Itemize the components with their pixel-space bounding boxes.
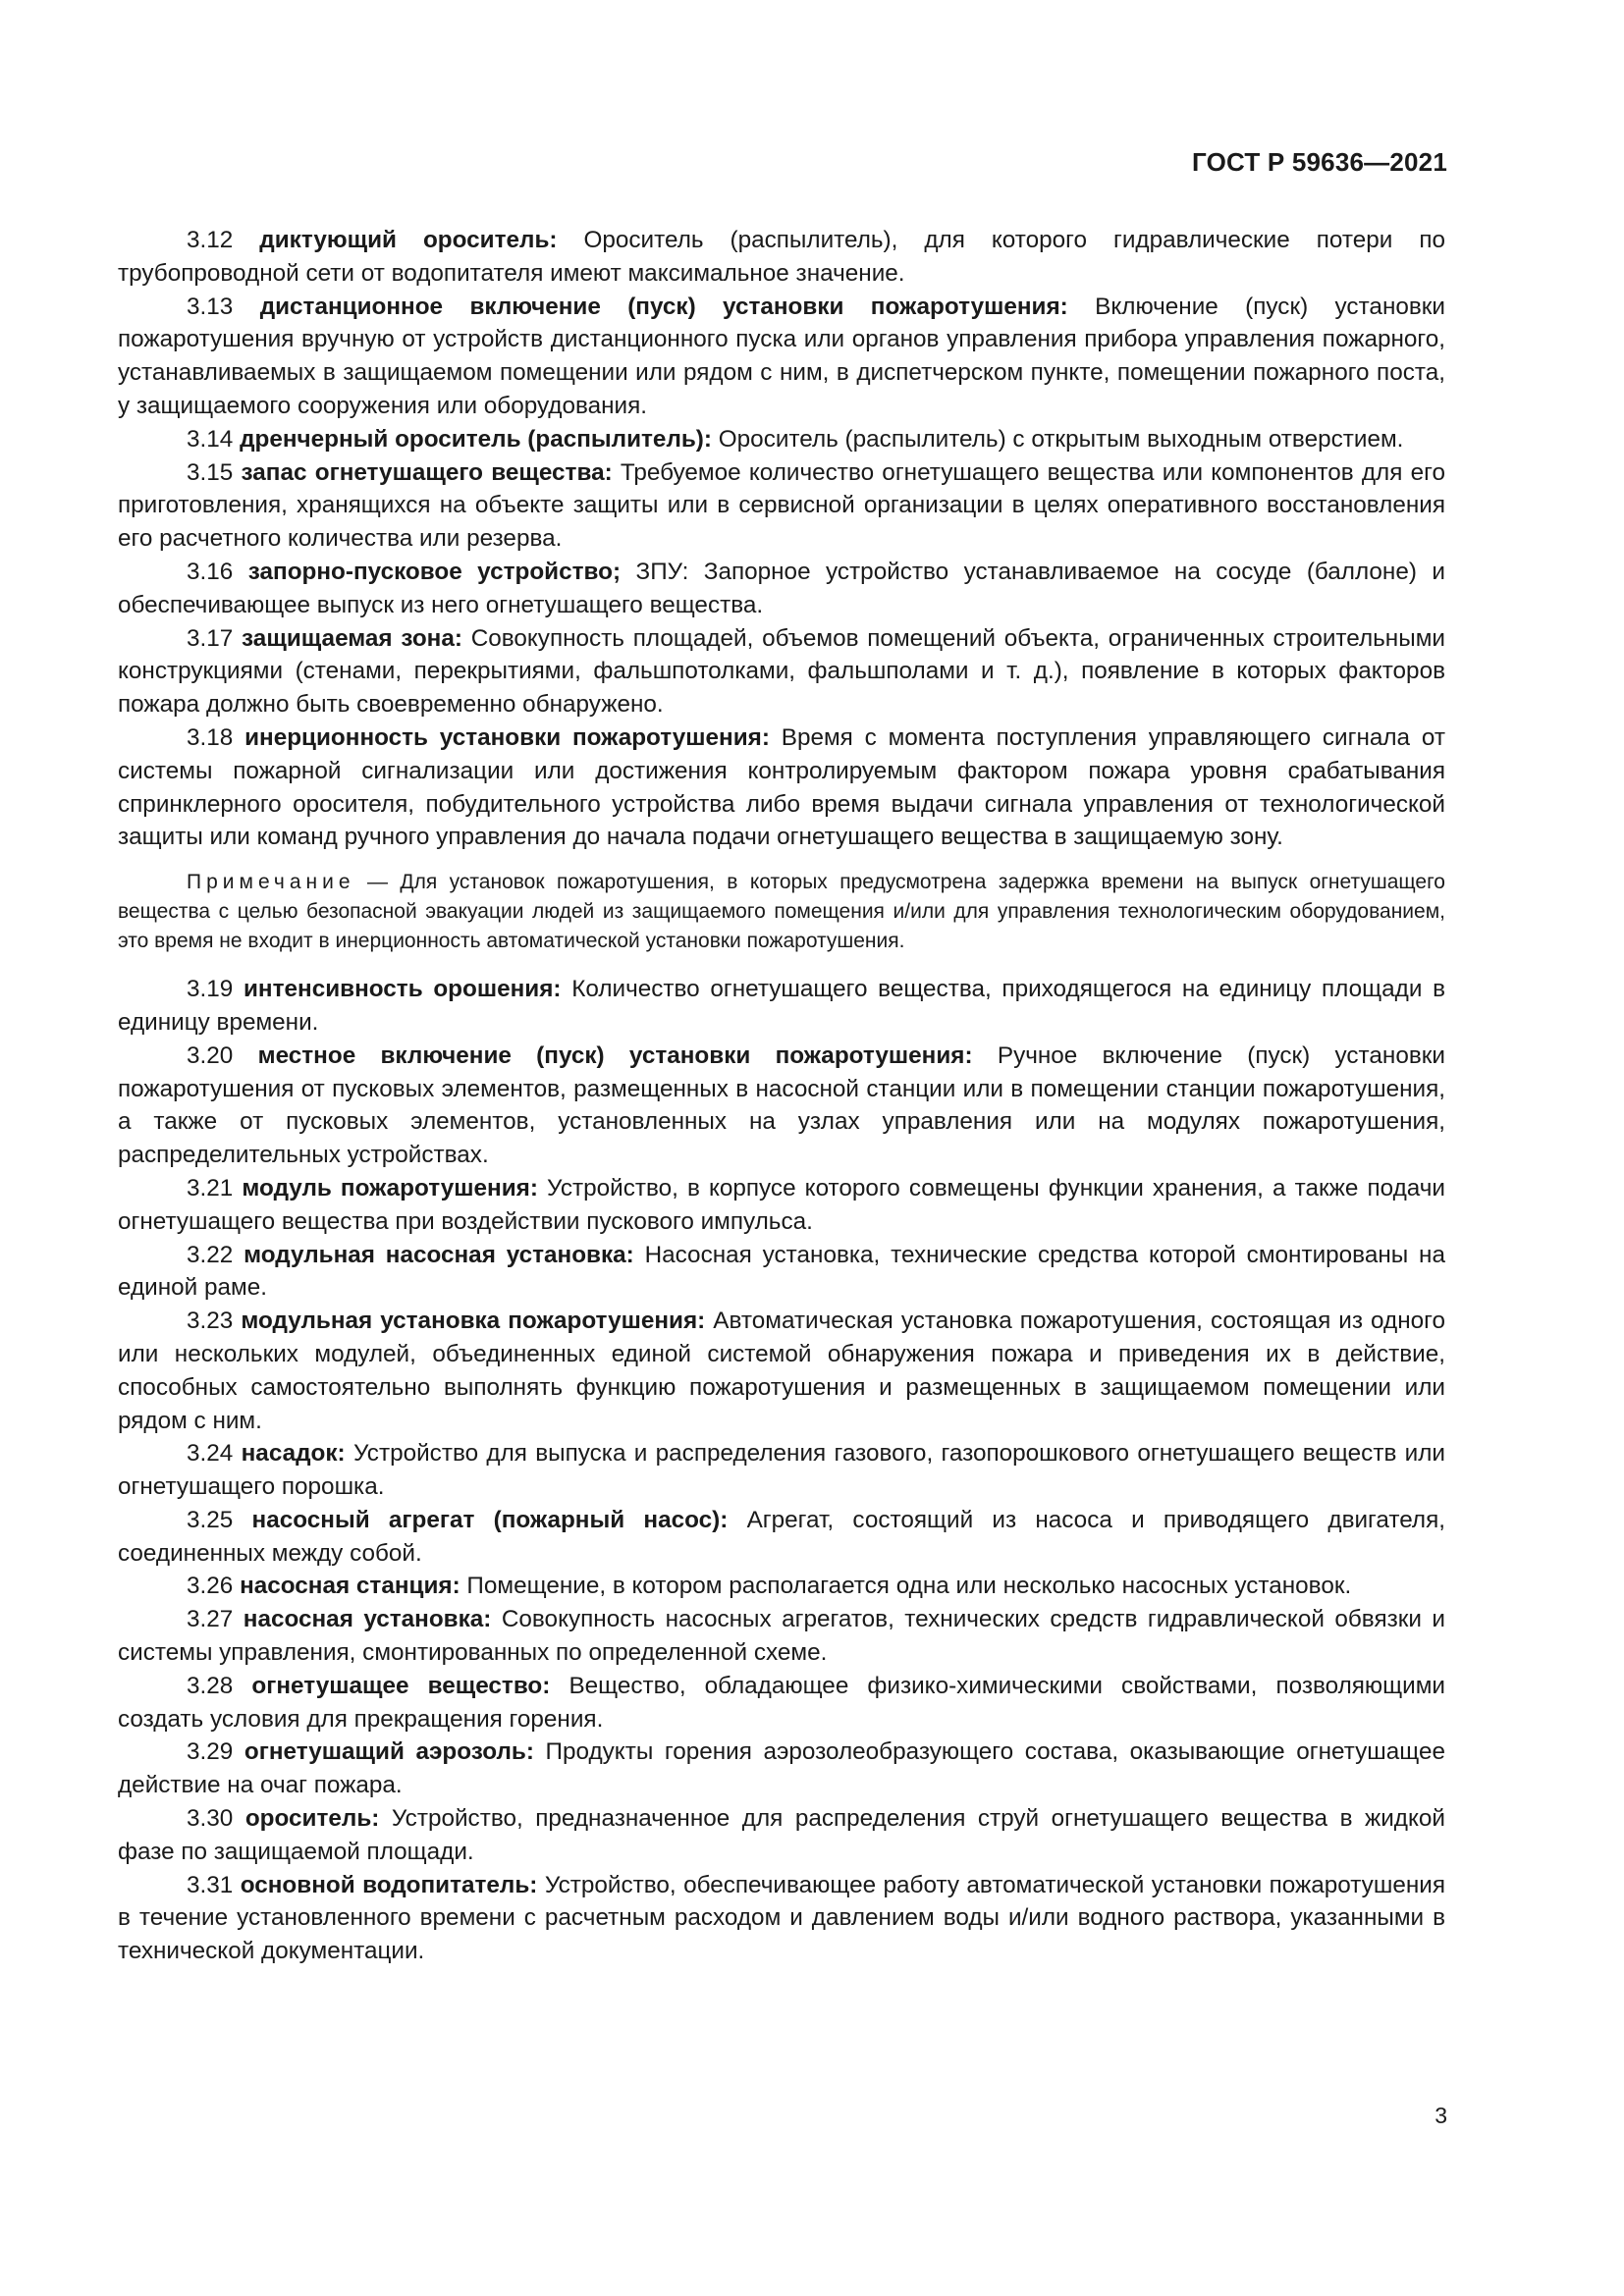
entry-number: 3.20 [187,1041,234,1069]
entry-term: дистанционное включение (пуск) установки пожаротушения: [259,293,1068,320]
definitions-list-before-note [118,224,1445,854]
entry-definition: Требуемое количество огнетушащего вещества или компонентов для его приготовления, хранящихся на объекте защиты или в сервисной организации в целях оперативного восстановления его расчетного количества или резерва. [118,458,1445,553]
entry-number: 3.14 [187,425,234,453]
entry-definition: Вещество, обладающее физико-химическими свойствами, позволяющими создать условия для прекращения горения. [118,1672,1445,1733]
definition-entry [118,1603,1445,1670]
entry-term: насосный агрегат (пожарный насос): [251,1506,729,1533]
entry-term: модульная насосная установка: [244,1241,634,1268]
entry-number: 3.28 [187,1672,234,1699]
entry-definition: Включение (пуск) установки пожаротушения вручную от устройств дистанционного пуска или органов управления прибора управления пожарного, устанавливаемых в защищаемом помещении или рядом с ним, в диспетчерском пункте, помещении пожарного поста, у защищаемого сооружения или оборудования. [118,293,1445,419]
definitions-list-after-note [118,973,1445,1968]
entry-definition: Устройство, предназначенное для распределения струй огнетушащего вещества в жидкой фазе по защищаемой площади. [118,1805,1445,1865]
entry-definition: Устройство, в корпусе которого совмещены функции хранения, а также подачи огнетушащего вещества при воздействии пускового импульса. [118,1174,1445,1235]
definition-entry [118,1172,1445,1239]
entry-number: 3.25 [187,1506,234,1533]
definition-entry [118,1040,1445,1172]
entry-definition: Совокупность площадей, объемов помещений объекта, ограниченных строительными конструкциями (стенами, перекрытиями, фальшпотолками, фальшполами и т. д.), появление в которых факторов пожара должно быть своевременно обнаружено. [118,624,1445,719]
entry-term: основной водопитатель: [240,1871,538,1898]
definition-entry [118,423,1445,456]
entry-number: 3.13 [187,293,234,320]
definition-entry [118,1670,1445,1736]
entry-number: 3.18 [187,723,234,751]
entry-term: местное включение (пуск) установки пожаротушения: [257,1041,973,1069]
entry-number: 3.29 [187,1738,234,1766]
definition-entry [118,291,1445,423]
entry-term: огнетушащее вещество: [251,1672,551,1699]
entry-number: 3.17 [187,624,234,652]
entry-number: 3.19 [187,976,234,1003]
page-number: 3 [1435,2103,1447,2128]
definition-entry [118,721,1445,854]
entry-term: модульная установка пожаротушения: [241,1308,706,1335]
note-text: — Для установок пожаротушения, в которых предусмотрена задержка времени на выпуск огнетушащего вещества с целью безопасной эвакуации людей из защищаемого помещения и/или для управления технологическим оборудованием, это время не входит в инерционность автоматической установки пожаротушения. [118,871,1445,953]
entry-definition: Ороситель (распылитель), для которого гидравлические потери по трубопроводной сети от водопитателя имеют максимальное значение. [118,227,1445,287]
entry-definition: Продукты горения аэрозолеобразующего состава, оказывающие огнетушащее действие на очаг пожара. [118,1738,1445,1799]
entry-number: 3.21 [187,1174,234,1201]
entry-definition: ЗПУ: Запорное устройство устанавливаемое на сосуде (баллоне) и обеспечивающее выпуск из него огнетушащего вещества. [118,558,1445,618]
entry-term: ороситель: [244,1805,380,1833]
entry-number: 3.22 [187,1241,234,1268]
entry-definition: Время с момента поступления управляющего сигнала от системы пожарной сигнализации или достижения контролируемым фактором пожара уровня срабатывания спринклерного оросителя, побудительного устройства либо время выдачи сигнала управления от технологической защиты или команд ручного управления до начала подачи огнетушащего вещества в защищаемую зону. [118,723,1445,851]
entry-number: 3.16 [187,558,234,585]
definition-entry [118,1570,1445,1603]
entry-term: защищаемая зона: [242,624,462,652]
definition-entry [118,1802,1445,1869]
entry-term: насосная станция: [240,1573,460,1600]
entry-definition: Устройство, обеспечивающее работу автоматической установки пожаротушения в течение установленного времени с расчетным расходом и давлением воды и/или водного раствора, указанными в технической документации. [118,1871,1445,1965]
entry-term: запорно-пусковое устройство; [247,558,622,585]
definition-entry [118,224,1445,291]
definition-entry [118,973,1445,1040]
entry-number: 3.23 [187,1308,234,1335]
entry-term: диктующий ороситель: [259,227,558,253]
entry-term: модуль пожаротушения: [242,1174,538,1201]
entry-definition: Автоматическая установка пожаротушения, состоящая из одного или нескольких модулей, объединенных единой системой обнаружения пожара и приведения их в действие, способных самостоятельно выполнять функцию пожаротушения и размещенных в защищаемом помещении или рядом с ним. [118,1308,1445,1434]
definition-entry [118,1437,1445,1504]
entry-definition: Агрегат, состоящий из насоса и приводящего двигателя, соединенных между собой. [118,1506,1446,1567]
definition-entry [118,1504,1445,1571]
entry-term: насосная установка: [243,1606,492,1633]
document-id-header: ГОСТ Р 59636—2021 [1192,147,1447,177]
entry-number: 3.15 [187,458,234,486]
definition-entry [118,1239,1445,1306]
note-label: Примечание [187,871,355,894]
entry-definition: Насосная установка, технические средства которой смонтированы на единой раме. [118,1241,1445,1302]
entry-number: 3.12 [187,227,234,253]
definition-entry [118,1735,1445,1802]
entry-definition: Устройство для выпуска и распределения газового, газопорошкового огнетушащего веществ или огнетушащего порошка. [118,1440,1445,1501]
entry-number: 3.26 [187,1573,234,1600]
entry-term: дренчерный ороситель (распылитель): [240,425,712,453]
entry-definition: Помещение, в котором располагается одна или несколько насосных установок. [466,1573,1352,1600]
entry-number: 3.31 [187,1871,234,1898]
definition-entry [118,1305,1445,1437]
definition-entry [118,622,1445,721]
entry-term: интенсивность орошения: [244,976,562,1003]
entry-definition: Ороситель (распылитель) с открытым выходным отверстием. [718,425,1404,453]
definition-entry [118,1869,1445,1968]
entry-definition: Количество огнетушащего вещества, приходящегося на единицу площади в единицу времени. [118,976,1445,1036]
entry-definition: Ручное включение (пуск) установки пожаротушения от пусковых элементов, размещенных в насосной станции или в помещении станции пожаротушения, а также от пусковых элементов, установленных на узлах управления или на модулях пожаротушения, распределительных устройствах. [118,1041,1445,1169]
entry-definition: Совокупность насосных агрегатов, технических средств гидравлической обвязки и системы управления, смонтированных по определенной схеме. [118,1606,1445,1667]
entry-term: запас огнетушащего вещества: [241,458,613,486]
definition-entry [118,456,1445,556]
document-body [118,224,1445,1968]
entry-term: огнетушащий аэрозоль: [244,1738,534,1766]
entry-number: 3.30 [187,1805,234,1833]
entry-number: 3.24 [187,1440,234,1468]
entry-number: 3.27 [187,1606,234,1633]
entry-term: инерционность установки пожаротушения: [244,723,770,751]
note [118,868,1445,956]
definition-entry [118,556,1445,622]
entry-term: насадок: [241,1440,346,1468]
